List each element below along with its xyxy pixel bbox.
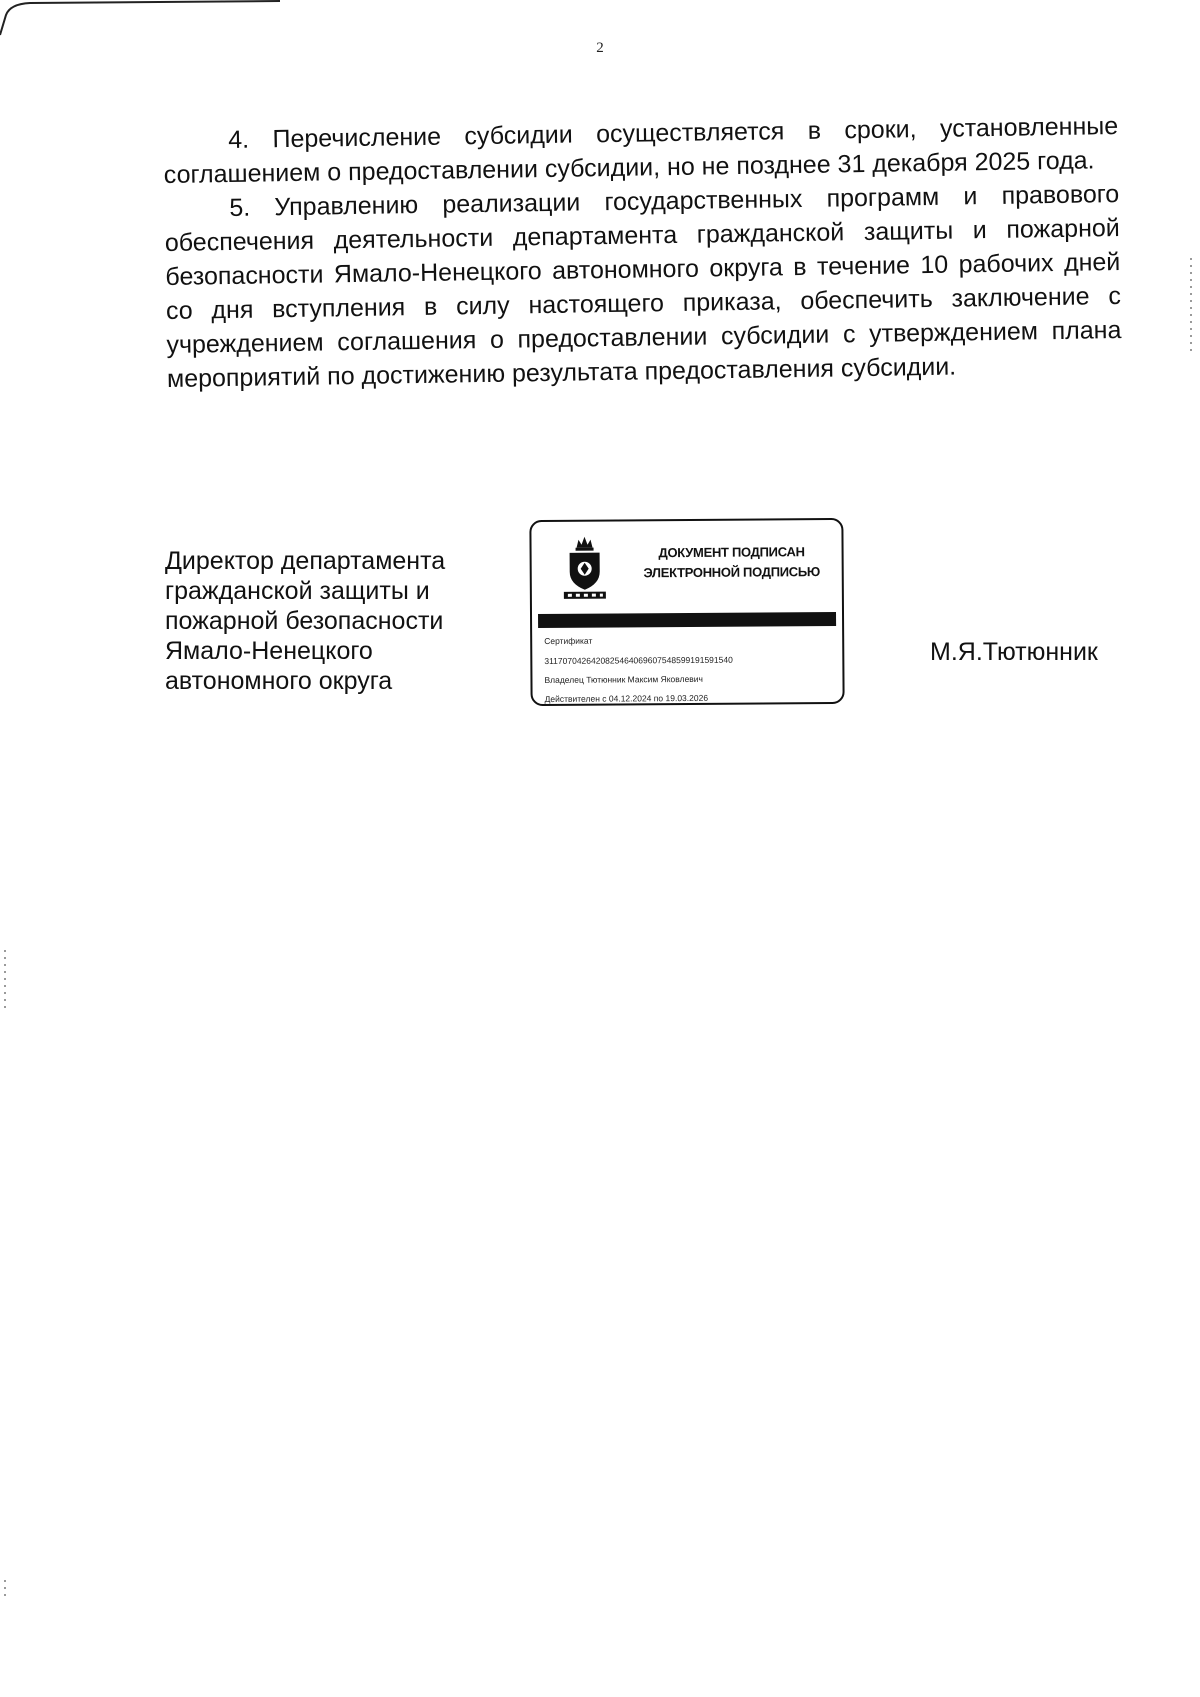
stamp-heading xyxy=(632,542,832,583)
stamp-heading-line: ДОКУМЕНТ ПОДПИСАН xyxy=(658,544,805,561)
valid-label: Действителен с xyxy=(544,693,607,704)
stamp-divider-bar xyxy=(538,612,836,628)
paragraph-5: 5. Управлению реализации государственных программ и правового обеспечения деятельности департамента гражданской защиты и пожарной безопасности Ямало-Ненецкого автономного округа в течение 10 рабочих дней со дня вступления в силу настоящего приказа, обеспечить заключение с учреждением соглашения о предоставлении субсидии с утверждением плана мероприятий по достижению результата предоставления субсидии. xyxy=(164,179,1122,393)
certificate-number: 3117070426420825464069607548599191591540 xyxy=(544,654,733,666)
stamp-details xyxy=(544,634,835,713)
validity-line xyxy=(545,692,835,704)
signatory-title xyxy=(165,546,495,696)
valid-from: 04.12.2024 xyxy=(608,693,652,704)
owner-name: Тютюнник Максим Яковлевич xyxy=(586,673,704,685)
page-number: 2 xyxy=(596,40,604,56)
yamal-nenets-coat-of-arms-icon xyxy=(561,534,607,602)
owner-label: Владелец xyxy=(544,674,584,685)
paragraph-4: 4. Перечисление субсидии осуществляется в сроки, установленные соглашением о предоставлении субсидии, но не позднее 31 декабря 2025 года. xyxy=(163,111,1119,189)
owner-line xyxy=(544,673,834,685)
signatory-title-line: пожарной безопасности xyxy=(165,607,444,635)
signatory-title-line: гражданской защиты и xyxy=(165,577,430,605)
scan-corner-mark xyxy=(0,0,300,40)
signer-name: М.Я.Тютюнник xyxy=(930,638,1098,666)
signatory-title-line: автономного округа xyxy=(165,667,393,695)
scan-edge-dots xyxy=(1190,258,1192,354)
valid-to-label: по xyxy=(653,693,664,704)
certificate-label: Сертификат xyxy=(544,635,593,646)
e-signature-stamp xyxy=(529,518,844,706)
document-body xyxy=(163,109,1122,396)
scan-edge-dots xyxy=(4,950,6,1010)
signatory-title-line: Директор департамента xyxy=(165,547,446,575)
valid-to: 19.03.2026 xyxy=(665,692,709,704)
signatory-title-line: Ямало-Ненецкого xyxy=(165,637,373,665)
scan-edge-dots xyxy=(4,1580,6,1600)
stamp-heading-line: ЭЛЕКТРОННОЙ ПОДПИСЬЮ xyxy=(643,564,821,581)
